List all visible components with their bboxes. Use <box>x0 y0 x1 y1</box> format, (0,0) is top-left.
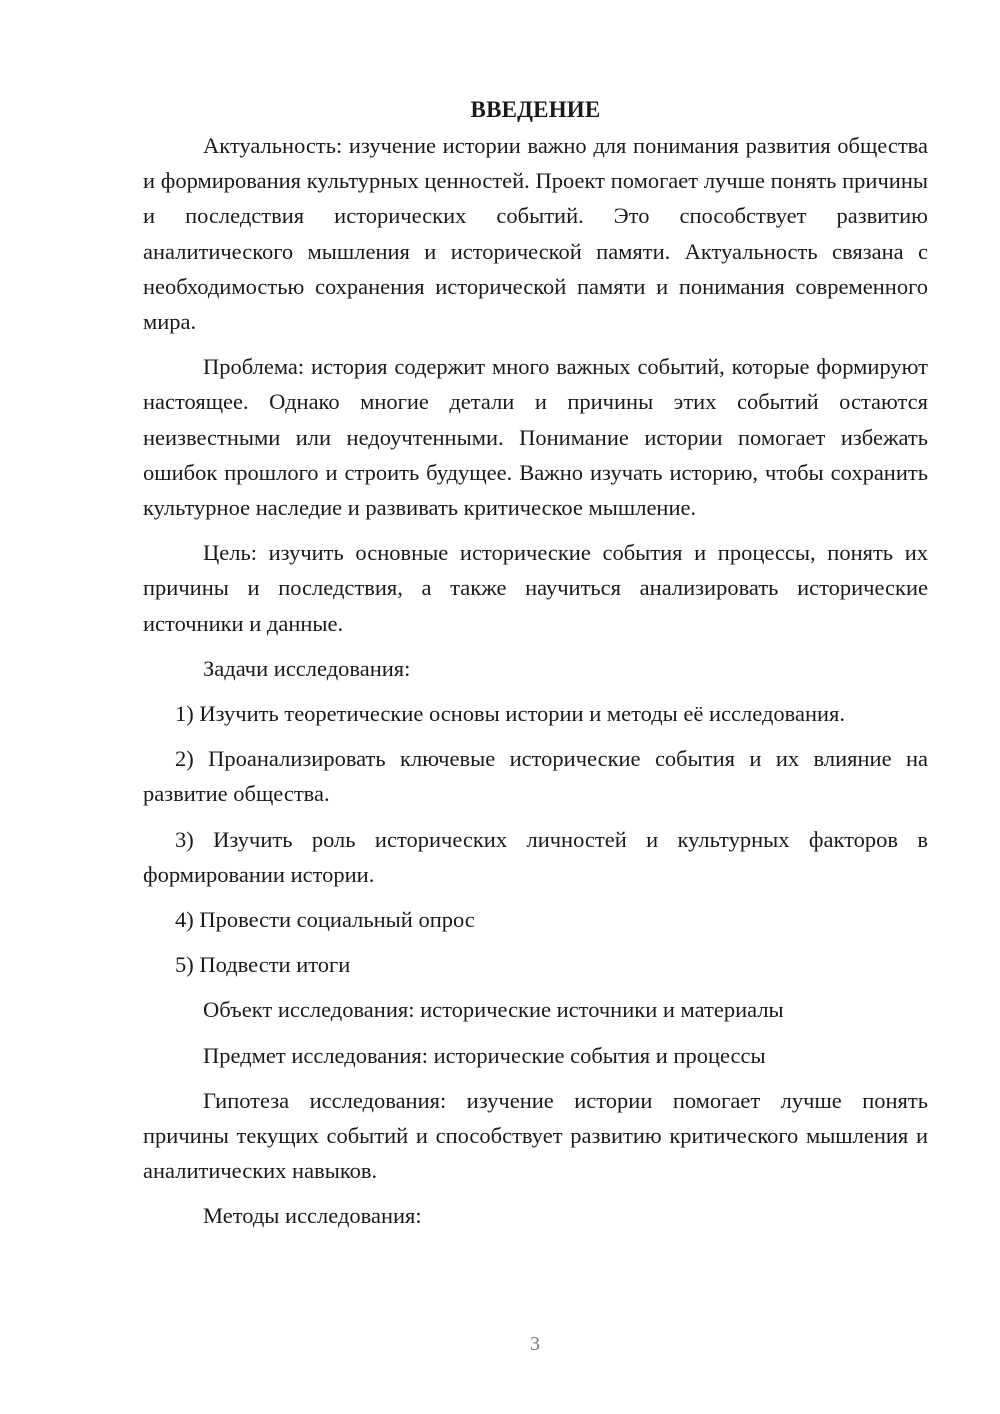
section-title: ВВЕДЕНИЕ <box>470 97 601 122</box>
page-number: 3 <box>530 1333 540 1355</box>
task-item-4: 4) Провести социальный опрос <box>175 907 475 933</box>
document-page <box>143 92 928 1244</box>
task-item-2: 2) Проанализировать ключевые исторические события и их влияние на развитие общества. <box>143 746 928 807</box>
task-item-3: 3) Изучить роль исторических личностей и культурных факторов в формировании истории. <box>143 826 928 887</box>
methods-heading: Методы исследования: <box>203 1203 422 1229</box>
tasks-heading: Задачи исследования: <box>203 655 411 681</box>
task-item-5: 5) Подвести итоги <box>175 952 351 978</box>
task-item-1: 1) Изучить теоретические основы истории и методы её исследования. <box>175 701 846 727</box>
problem-paragraph: Проблема: история содержит много важных событий, которые формируют настоящее. Однако многие детали и причины этих событий остаются неизвестными или недоучтенными. Понимание истории помогает избежать ошибок прошлого и строить будущее. Важно изучать историю, чтобы сохранить культурное наследие и развивать критическое мышление. <box>143 354 928 521</box>
subject-paragraph: Предмет исследования: исторические события и процессы <box>203 1042 766 1068</box>
hypothesis-paragraph: Гипотеза исследования: изучение истории помогает лучше понять причины текущих событий и способствует развитию критического мышления и аналитических навыков. <box>143 1087 928 1184</box>
goal-paragraph: Цель: изучить основные исторические события и процессы, понять их причины и последствия, а также научиться анализировать исторические источники и данные. <box>143 540 928 636</box>
relevance-paragraph: Актуальность: изучение истории важно для понимания развития общества и формирования культурных ценностей. Проект помогает лучше понять причины и последствия исторических событий. Это способствует развитию аналитического мышления и исторической памяти. Актуальность связана с необходимостью сохранения исторической памяти и понимания современного мира. <box>143 133 928 335</box>
object-paragraph: Объект исследования: исторические источники и материалы <box>203 997 784 1023</box>
